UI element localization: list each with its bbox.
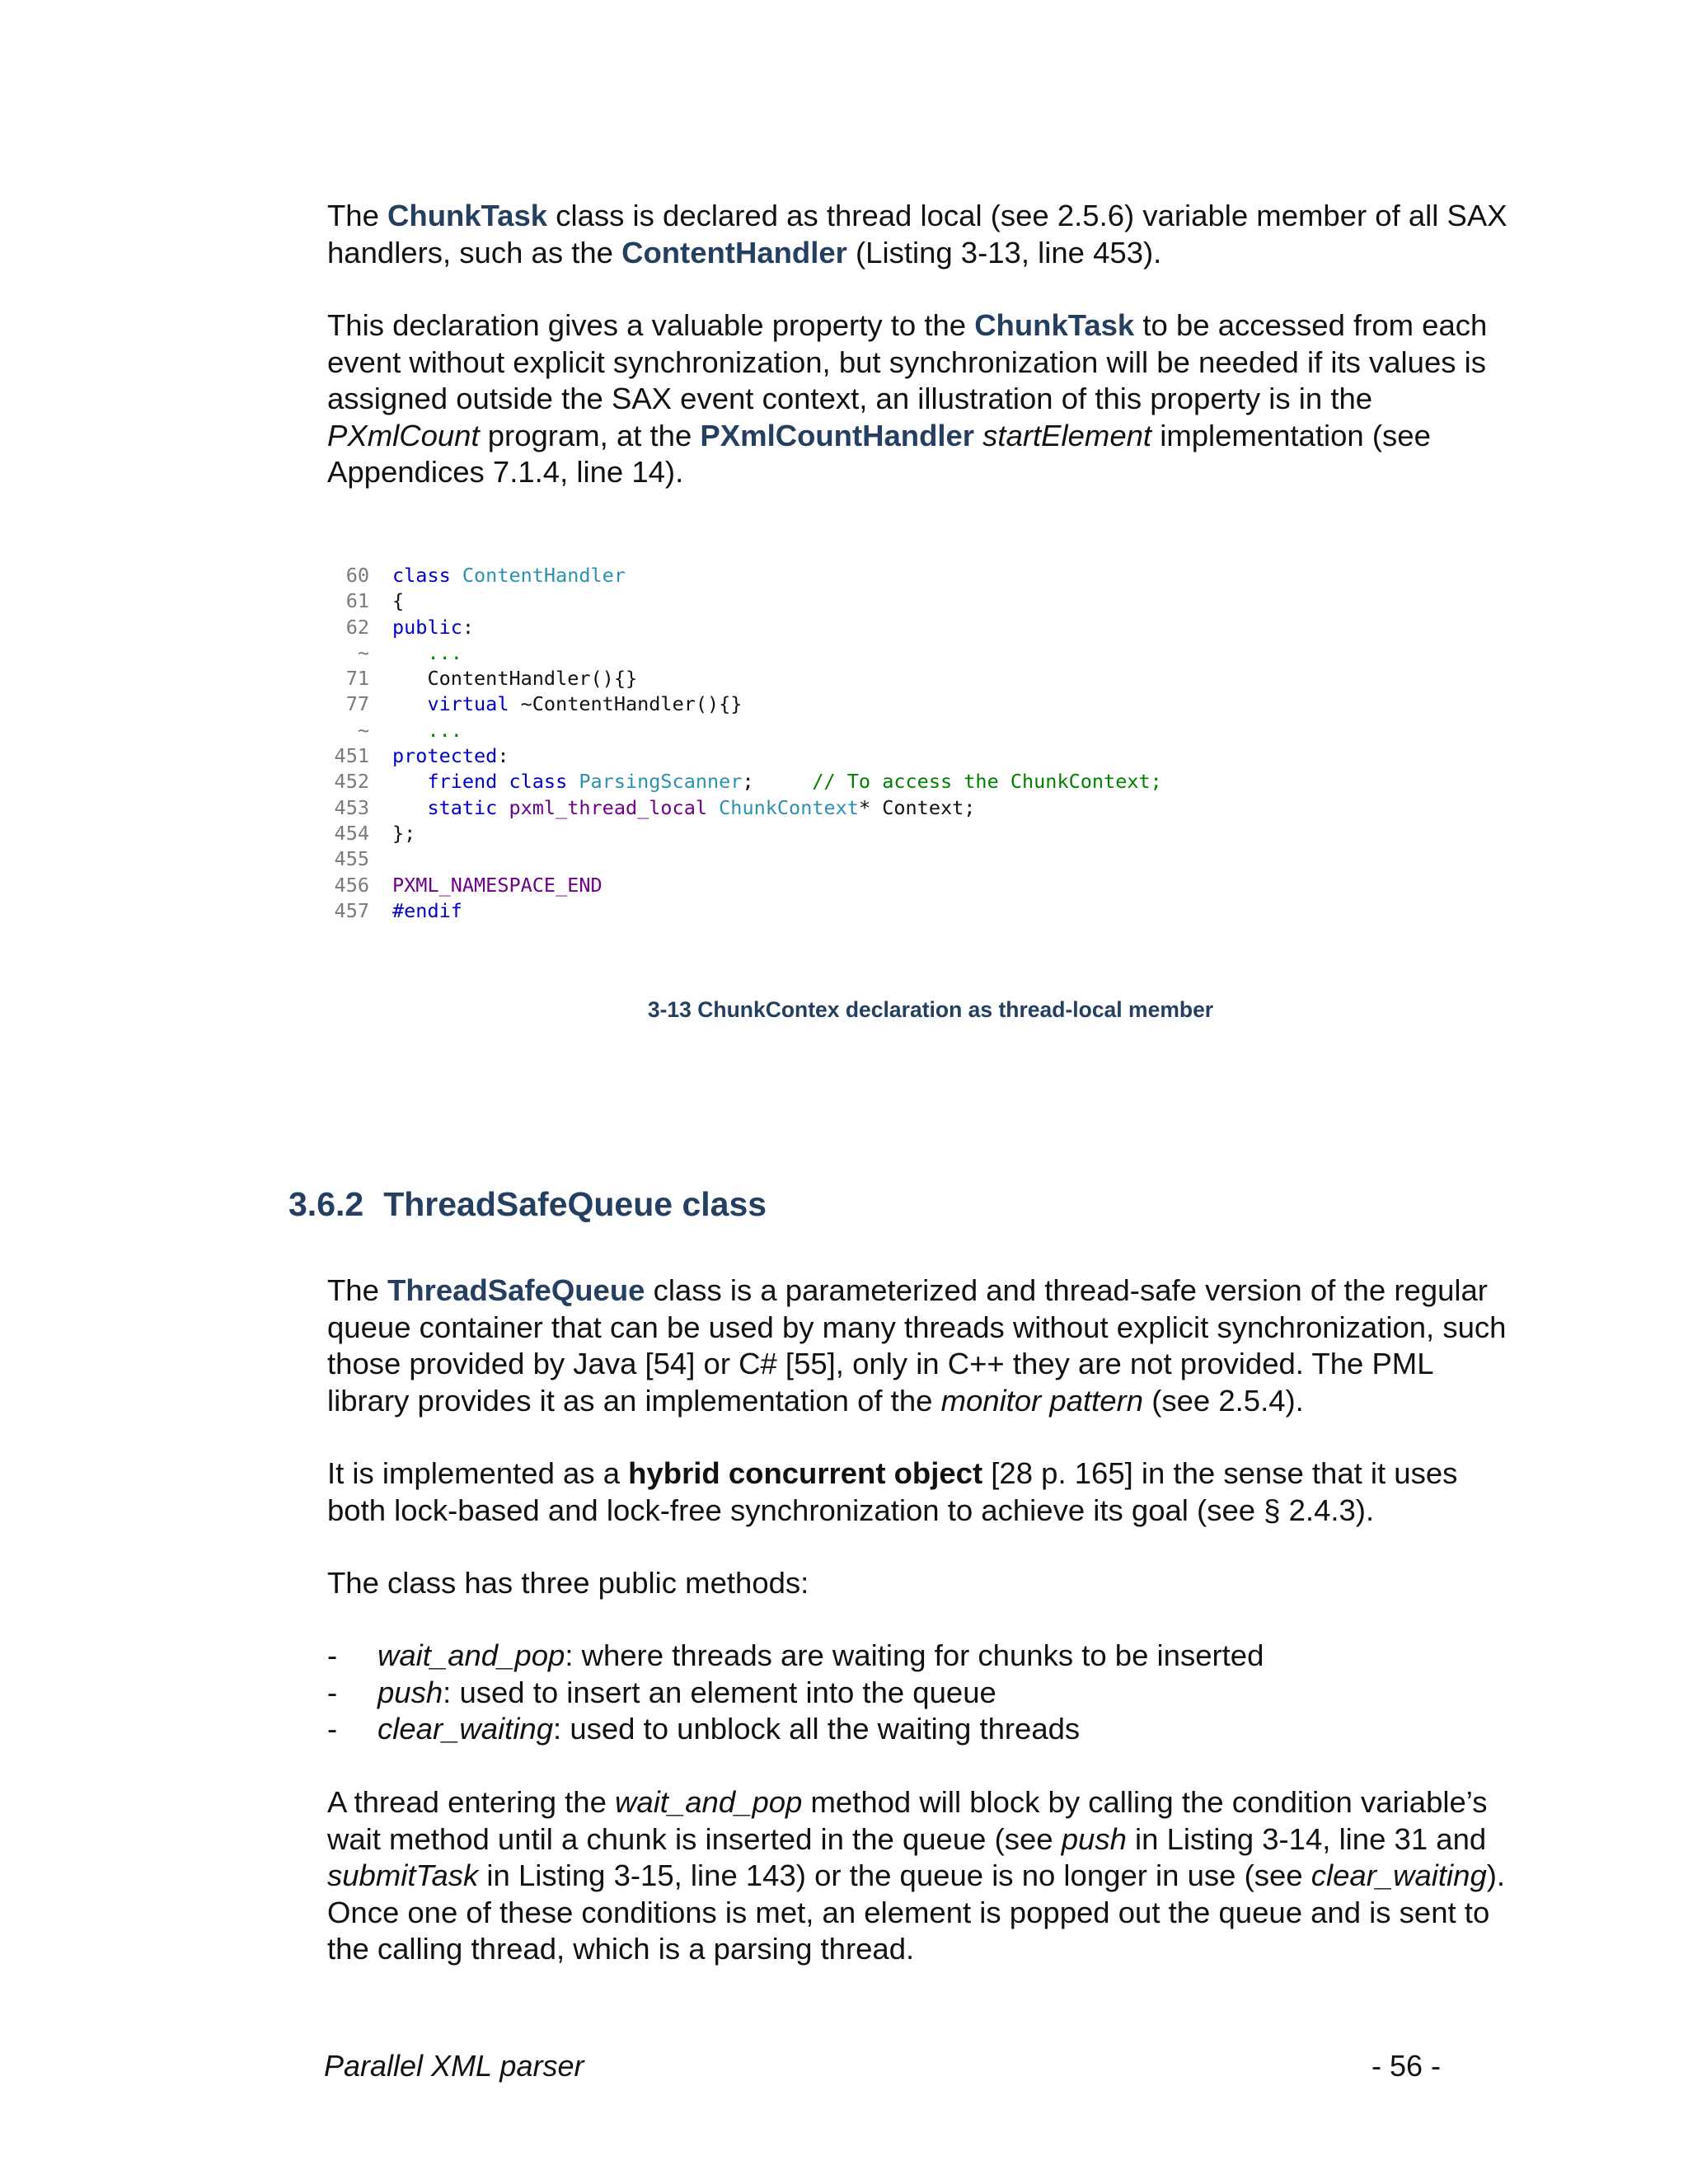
code-token: virtual <box>392 692 521 716</box>
code-line <box>313 640 1162 666</box>
code-token: ParsingScanner <box>579 770 743 794</box>
list-item: - wait_and_pop: where threads are waiting for chunks to be inserted <box>327 1638 1264 1672</box>
line-number: 71 <box>345 667 369 691</box>
line-number: 77 <box>345 692 369 716</box>
methods-list <box>327 1638 1264 1748</box>
code-token: // To access the ChunkContext; <box>812 770 1162 794</box>
listing-caption: 3-13 ChunkContex declaration as thread-local member <box>647 997 1214 1022</box>
code-line <box>313 588 1162 614</box>
code-token: class <box>392 564 462 587</box>
line-number: 457 <box>334 898 369 922</box>
code-line <box>313 743 1162 769</box>
section-heading <box>288 1185 767 1224</box>
line-number: 455 <box>334 847 369 871</box>
code-line <box>313 898 1162 924</box>
list-item: - clear_waiting: used to unblock all the waiting threads <box>327 1712 1081 1746</box>
code-token: public <box>392 615 462 639</box>
code-token: ChunkContext <box>719 795 859 819</box>
footer-document-title: Parallel XML parser <box>324 2049 584 2083</box>
code-token: * Context; <box>858 795 976 819</box>
code-token: ... <box>392 718 462 742</box>
code-token: ContentHandler <box>462 564 626 587</box>
paragraph-declaration-property: This declaration gives a valuable property to the ChunkTask to be accessed from each event without explicit synchronization, but synchronization will be needed if its values is assigned outside the SAX event context, an illustration of this property is in the PXmlCount program, at the PXmlCountHandler startElement implementation (see Appendices 7.1.4, line 14). <box>327 308 1488 489</box>
code-token: PXML_NAMESPACE_END <box>392 873 603 897</box>
code-token: : <box>462 615 475 639</box>
line-number: 452 <box>334 770 369 794</box>
code-token: ~ContentHandler(){} <box>520 692 743 716</box>
line-number: ~ <box>357 718 369 742</box>
code-line <box>313 615 1162 640</box>
code-line <box>313 666 1162 691</box>
line-number: ~ <box>357 640 369 664</box>
line-number: 60 <box>345 564 369 587</box>
section-number: 3.6.2 <box>288 1185 364 1223</box>
code-line <box>313 691 1162 717</box>
line-number: 453 <box>334 795 369 819</box>
code-line <box>313 873 1162 898</box>
code-token: ; <box>742 770 813 794</box>
code-listing <box>313 563 1162 924</box>
class-name-chunktask: ChunkTask <box>387 199 548 232</box>
code-line <box>313 821 1162 846</box>
list-item: - push: used to insert an element into the queue <box>327 1675 996 1709</box>
code-token: ContentHandler(){} <box>392 667 638 691</box>
class-name-contenthandler: ContentHandler <box>621 235 847 269</box>
line-number: 61 <box>345 589 369 613</box>
section-title: ThreadSafeQueue class <box>383 1185 767 1223</box>
paragraph-hybrid-object: It is implemented as a hybrid concurrent object [28 p. 165] in the sense that it uses both lock-based and lock-free synchronization to achieve its goal (see § 2.4.3). <box>327 1456 1458 1527</box>
code-token: protected <box>392 744 498 768</box>
paragraph-public-methods: The class has three public methods: <box>327 1566 809 1600</box>
code-token: pxml_thread_local <box>509 795 720 819</box>
paragraph-chunktask-intro: The ChunkTask class is declared as thread local (see 2.5.6) variable member of all SAX handlers, such as the ContentHandler (Listing 3-13, line 453). <box>327 199 1507 269</box>
code-token: ... <box>392 640 462 664</box>
footer-page-number: - 56 - <box>1371 2049 1441 2083</box>
code-token: }; <box>392 821 416 845</box>
code-line <box>313 769 1162 794</box>
code-line <box>313 563 1162 588</box>
code-line <box>313 795 1162 821</box>
class-name-pxmlcounthandler: PXmlCountHandler <box>700 418 975 452</box>
line-number: 62 <box>345 615 369 639</box>
line-number: 451 <box>334 744 369 768</box>
paragraph-threadsafequeue-intro: The ThreadSafeQueue class is a parameterized and thread-safe version of the regular queue container that can be used by many threads without explicit synchronization, such those provided by Java [54] or C# [55], only in C++ they are not provided. The PML library provides it as an implementation of the monitor pattern (see 2.5.4). <box>327 1273 1507 1418</box>
code-token: static <box>392 795 509 819</box>
code-token: : <box>497 744 509 768</box>
line-number: 456 <box>334 873 369 897</box>
paragraph-wait-and-pop: A thread entering the wait_and_pop method will block by calling the condition variable’s wait method until a chunk is inserted in the queue (see push in Listing 3-14, line 31 and submitTask in Listing 3-15, line 143) or the queue is no longer in use (see clear_waiting). Once one of these conditions is met, an element is popped out the queue and is sent to the calling thread, which is a parsing thread. <box>327 1785 1506 1966</box>
code-line <box>313 718 1162 743</box>
code-token: #endif <box>392 898 462 922</box>
class-name-threadsafequeue: ThreadSafeQueue <box>387 1273 645 1307</box>
code-token: friend class <box>392 770 579 794</box>
class-name-chunktask: ChunkTask <box>974 308 1135 342</box>
code-line <box>313 846 1162 872</box>
code-token: { <box>392 589 405 613</box>
line-number: 454 <box>334 821 369 845</box>
